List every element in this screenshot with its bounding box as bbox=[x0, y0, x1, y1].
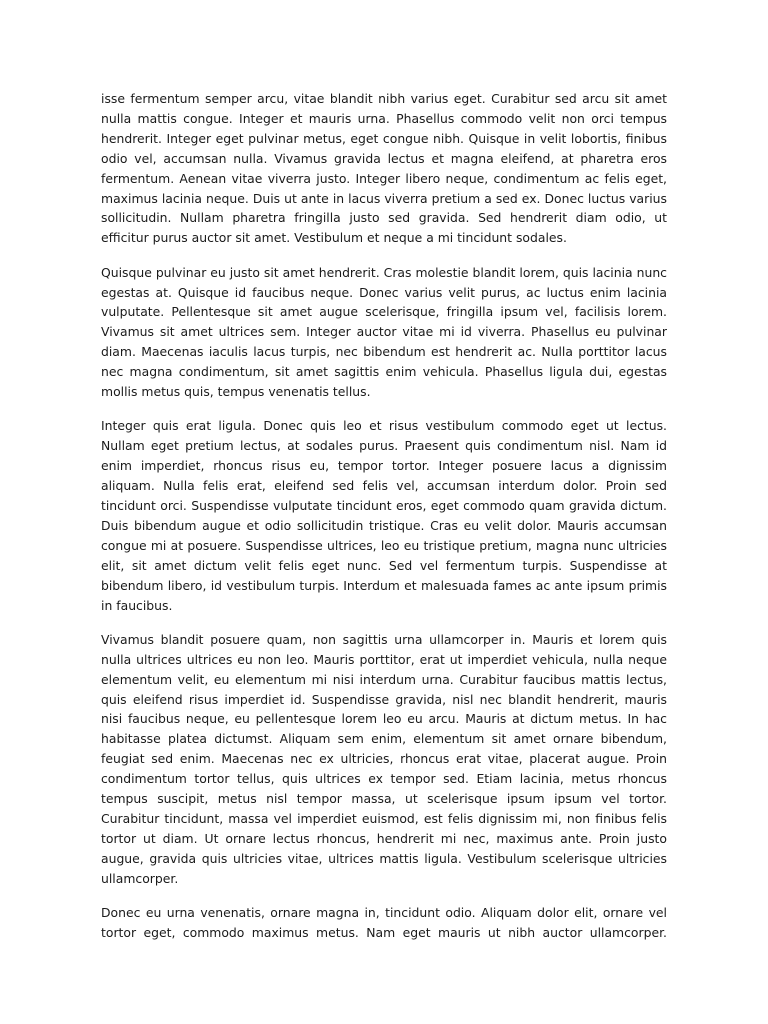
paragraph-4: Vivamus blandit posuere quam, non sagittis urna ullamcorper in. Mauris et lorem quis nulla ultrices ultrices eu non leo. Mauris porttitor, erat ut imperdiet vehicula, nulla neque elementum velit, eu elementum mi nisi interdum urna. Curabitur faucibus mattis lectus, quis eleifend risus imperdiet id. Suspendisse gravida, nisl nec blandit hendrerit, mauris nisi faucibus neque, eu pellentesque lorem leo eu arcu. Mauris at dictum metus. In hac habitasse platea dictumst. Aliquam sem enim, elementum sit amet ornare bibendum, feugiat sed enim. Maecenas nec ex ultricies, rhoncus erat vitae, placerat augue. Proin condimentum tortor tellus, quis ultrices ex tempor sed. Etiam lacinia, metus rhoncus tempus suscipit, metus nisl tempor massa, ut scelerisque ipsum ipsum vel tortor. Curabitur tincidunt, massa vel imperdiet euismod, est felis dignissim mi, non finibus felis tortor ut diam. Ut ornare lectus rhoncus, hendrerit mi nec, maximus ante. Proin justo augue, gravida quis ultricies vitae, ultrices mattis ligula. Vestibulum scelerisque ultricies ullamcorper. bbox=[101, 631, 667, 886]
paragraph-1: isse fermentum semper arcu, vitae blandit nibh varius eget. Curabitur sed arcu sit amet nulla mattis congue. Integer et mauris urna. Phasellus commodo velit non orci tempus hendrerit. Integer eget pulvinar metus, eget congue nibh. Quisque in velit lobortis, finibus odio vel, accumsan nulla. Vivamus gravida lectus et magna eleifend, at pharetra eros fermentum. Aenean vitae viverra justo. Integer libero neque, condimentum ac felis eget, maximus lacinia neque. Duis ut ante in lacus viverra pretium a sed ex. Donec luctus varius sollicitudin. Nullam pharetra fringilla justo sed gravida. Sed hendrerit diam odio, ut efficitur purus auctor sit amet. Vestibulum et neque a mi tincidunt sodales. bbox=[101, 91, 667, 246]
paragraph-2: Quisque pulvinar eu justo sit amet hendrerit. Cras molestie blandit lorem, quis lacinia nunc egestas at. Quisque id faucibus neque. Donec varius velit purus, ac luctus enim lacinia vulputate. Pellentesque sit amet augue scelerisque, fringilla ipsum vel, facilisis lorem. Vivamus sit amet ultrices sem. Integer auctor vitae mi id viverra. Phasellus eu pulvinar diam. Maecenas iaculis lacus turpis, nec bibendum est hendrerit ac. Nulla porttitor lacus nec magna condimentum, sit amet sagittis enim vehicula. Phasellus ligula dui, egestas mollis metus quis, tempus venenatis tellus. bbox=[101, 264, 667, 400]
paragraph-3: Integer quis erat ligula. Donec quis leo et risus vestibulum commodo eget ut lectus. Nullam eget pretium lectus, at sodales purus. Praesent quis condimentum nisl. Nam id enim imperdiet, rhoncus risus eu, tempor tortor. Integer posuere lacus a dignissim aliquam. Nulla felis erat, eleifend sed felis vel, accumsan interdum dolor. Proin sed tincidunt orci. Suspendisse vulputate tincidunt eros, eget commodo quam gravida dictum. Duis bibendum augue et odio sollicitudin tristique. Cras eu velit dolor. Mauris accumsan congue mi at posuere. Suspendisse ultrices, leo eu tristique pretium, magna nunc ultricies elit, sit amet dictum velit felis eget nunc. Sed vel fermentum turpis. Suspendisse at bibendum libero, id vestibulum turpis. Interdum et malesuada fames ac ante ipsum primis in faucibus. bbox=[101, 418, 667, 613]
document-page bbox=[101, 89, 667, 957]
paragraph-5: Donec eu urna venenatis, ornare magna in, tincidunt odio. Aliquam dolor elit, ornare vel tortor eget, commodo maximus metus. Nam eget mauris ut nibh auctor ullamcorper. bbox=[101, 905, 667, 940]
